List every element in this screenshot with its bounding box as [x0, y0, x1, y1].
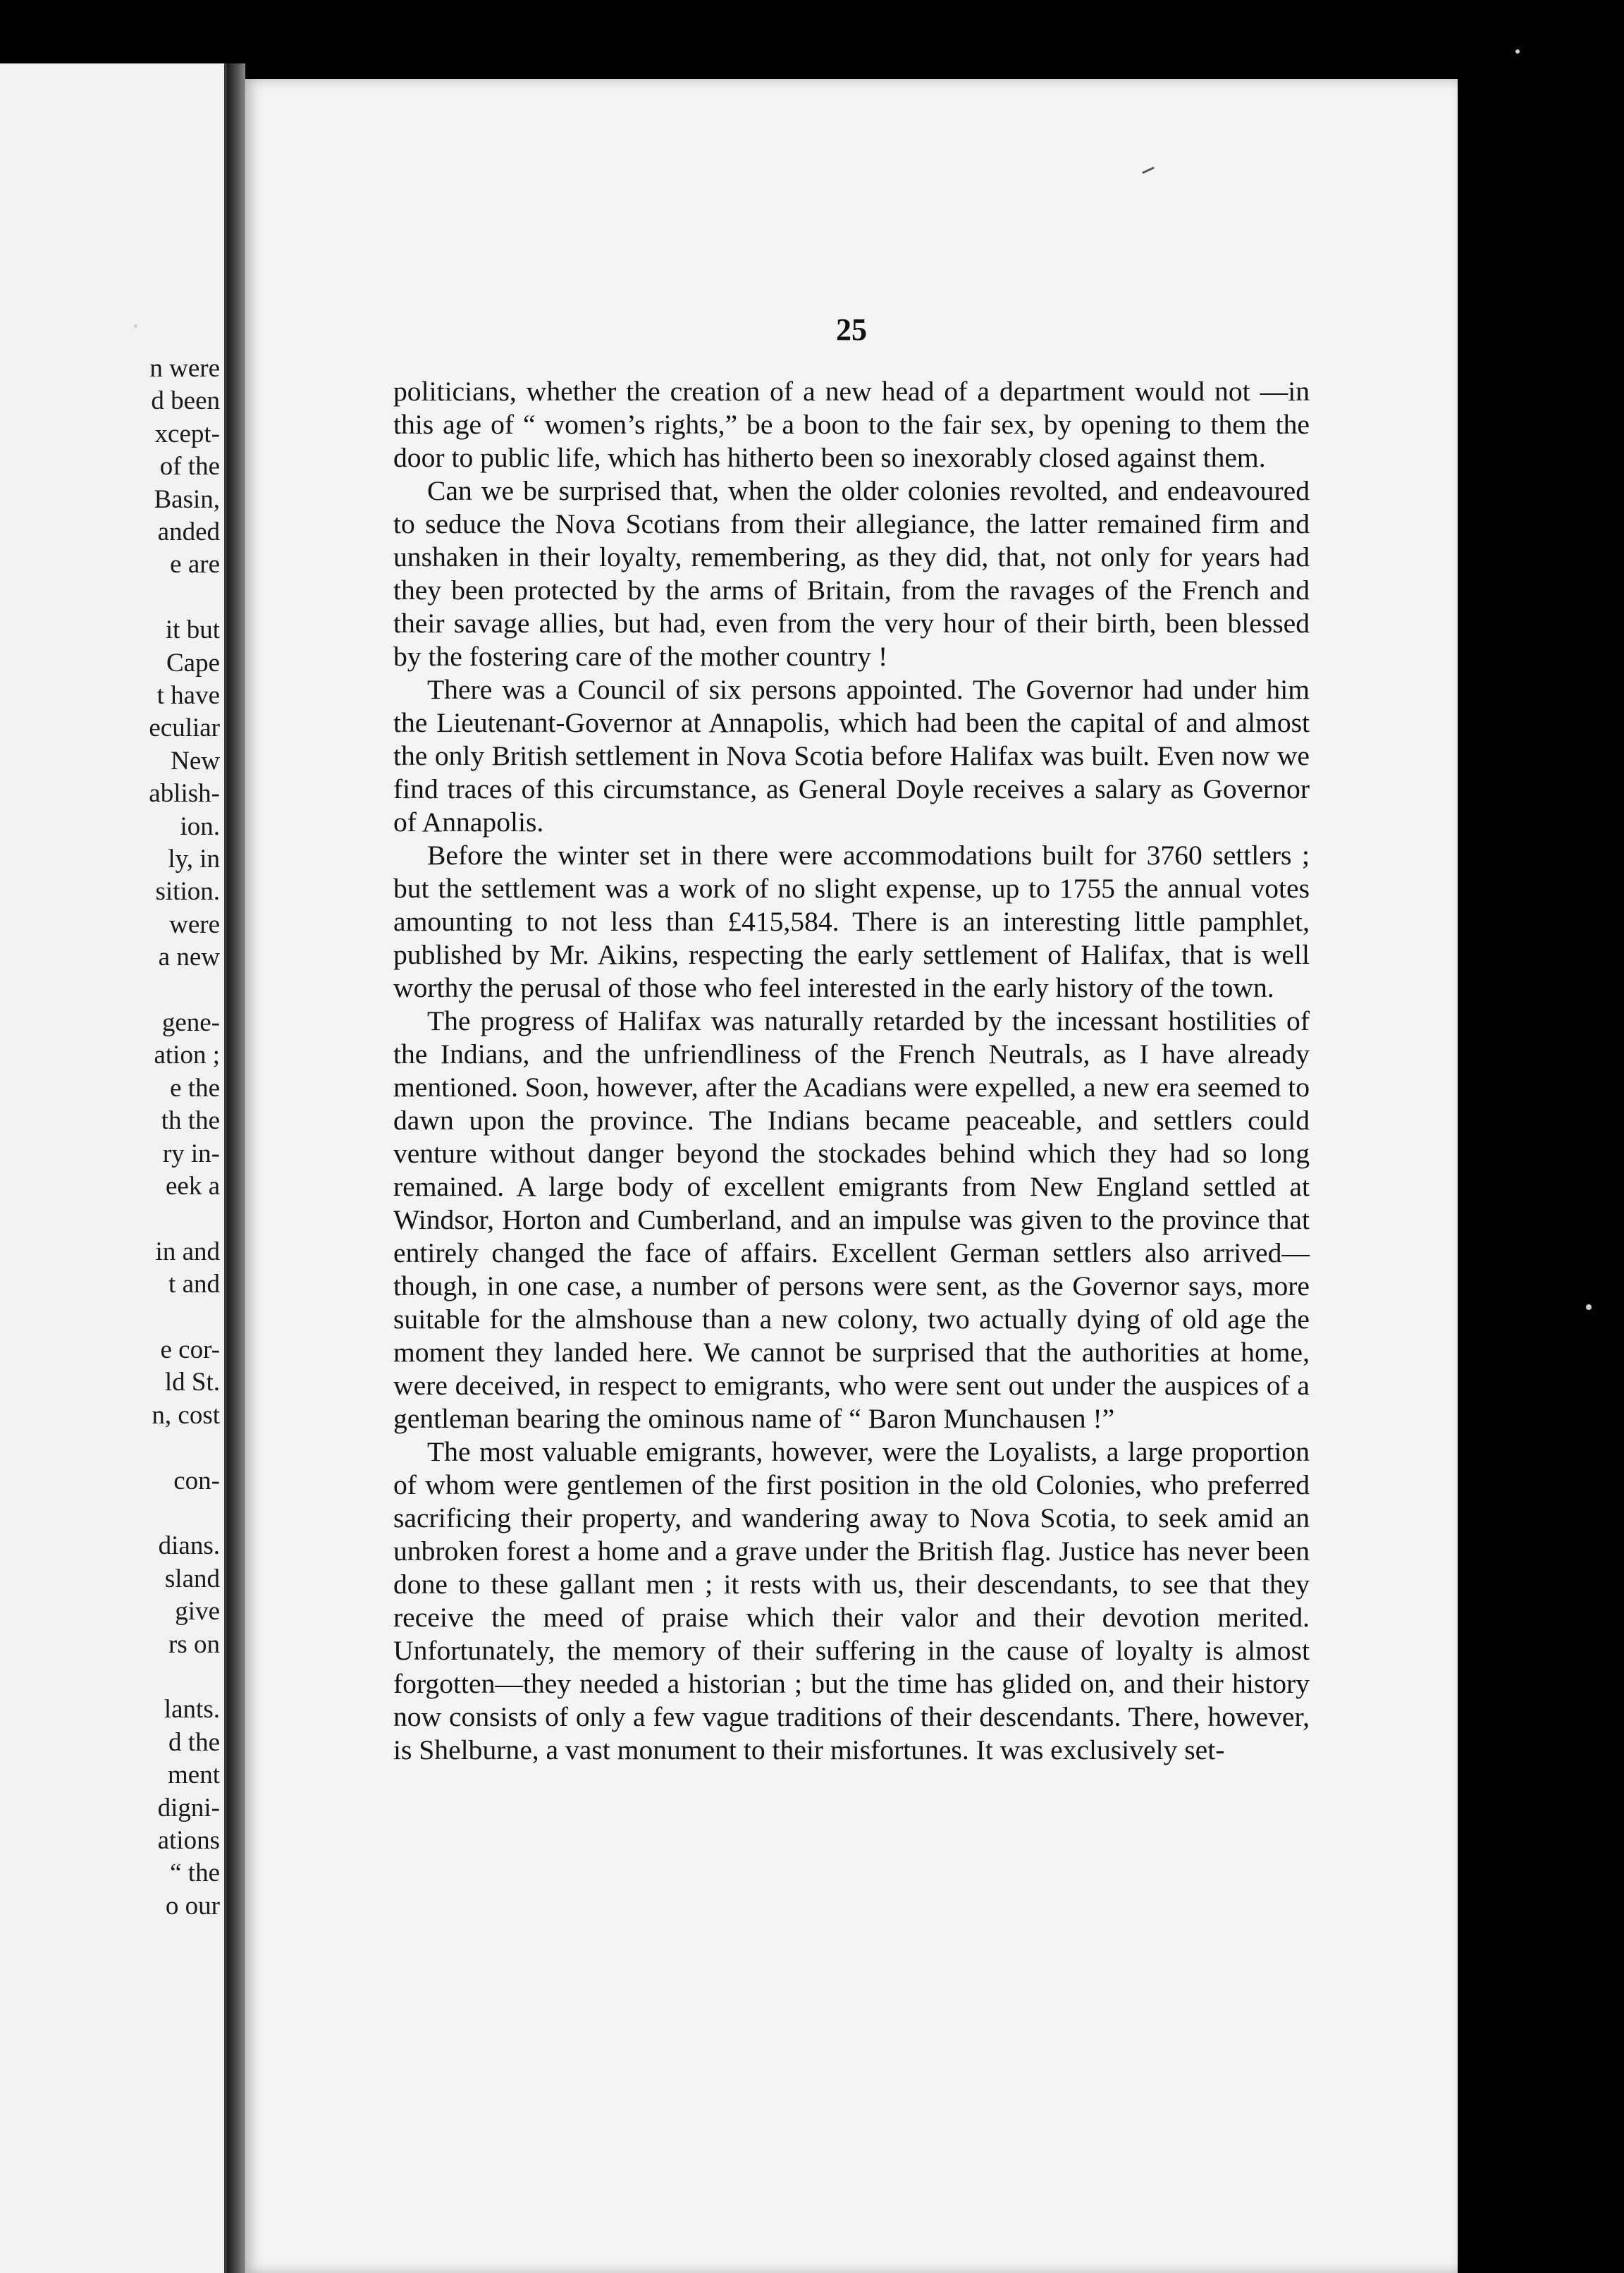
previous-page-line: in and	[155, 1237, 220, 1266]
previous-page-line: anded	[157, 517, 220, 546]
paragraph: The most valuable emigrants, however, were the Loyalists, a large proportion of whom were gentlemen of the first position in the old Colonies, who preferred sacrificing their property, and wandering away to Nova Scotia, to seek amid an unbroken forest a home and a grave under the British flag. Justice has never been done to these gallant men ; it rests with us, their descendants, to see that they receive the meed of praise which their valor and their devotion merited. Unfortunately, the memory of their suffering in the cause of loyalty is almost forgotten—they needed a historian ; but the time has glided on, and their history now consists of only a few vague traditions of their descendants. There, however, is Shelburne, a vast monument to their misfortunes. It was exclusively set-	[393, 1436, 1310, 1765]
previous-page-line: lants.	[164, 1695, 220, 1724]
paragraph: politicians, whether the creation of a new head of a department would not —in this age of “ women’s rights,” be a boon to the fair sex, by opening to them the door to public life, which has hitherto been so inexorably closed against them.	[393, 376, 1310, 473]
previous-page-line: ly, in	[168, 845, 220, 874]
previous-page-line: “ the	[170, 1858, 220, 1888]
ink-mark	[1142, 166, 1155, 173]
previous-page-line: con-	[173, 1466, 220, 1495]
dust-speck	[134, 324, 137, 328]
previous-page-line: digni-	[157, 1793, 220, 1822]
previous-page-line: n were	[149, 354, 220, 383]
previous-page-line: Basin,	[154, 484, 220, 514]
previous-page-line: gene-	[161, 1008, 220, 1037]
previous-page-line: sition.	[155, 877, 220, 907]
previous-page-line: ion.	[180, 811, 220, 841]
previous-page-line: e the	[170, 1073, 220, 1103]
previous-page-line: e cor-	[160, 1335, 220, 1364]
previous-page-line: ment	[168, 1760, 220, 1790]
previous-page-line: xcept-	[154, 419, 220, 448]
previous-page-line: eculiar	[149, 713, 220, 743]
previous-page-line: sland	[164, 1564, 220, 1593]
dust-speck	[1586, 1304, 1592, 1310]
previous-page-line: ry in-	[162, 1139, 220, 1168]
previous-page-line: d been	[151, 386, 220, 416]
previous-page-line: eek a	[165, 1172, 220, 1201]
previous-page-line: ablish-	[149, 779, 220, 809]
paragraph: There was a Council of six persons appointed. The Governor had under him the Lieutenant-Governor at Annapolis, which had been the capital of and almost the only British settlement in Nova Scotia before Halifax was built. Even now we find traces of this circumstance, as General Doyle receives a salary as Governor of Annapolis.	[393, 674, 1310, 838]
previous-page-line: th the	[161, 1106, 220, 1136]
previous-page-line: were	[169, 909, 220, 939]
previous-page-line: Cape	[166, 648, 220, 678]
previous-page-line: ations	[157, 1826, 220, 1855]
previous-page-line: a new	[158, 943, 220, 972]
previous-page-line: e are	[170, 550, 220, 580]
dust-speck	[1515, 49, 1520, 54]
previous-page-line: o our	[165, 1891, 220, 1920]
paragraph: Before the winter set in there were accommodations built for 3760 settlers ; but the settlement was a work of no slight expense, up to 1755 the annual votes amounting to not less than £415,584. There is an interesting little pamphlet, published by Mr. Aikins, respecting the early settlement of Halifax, that is well worthy the perusal of those who feel interested in the early history of the town.	[393, 840, 1310, 1003]
previous-page-line: t and	[168, 1270, 220, 1299]
previous-page-line: t have	[156, 681, 220, 710]
page-body	[393, 375, 1310, 1767]
previous-page-line: dians.	[158, 1531, 220, 1561]
previous-page-line: ation ;	[154, 1041, 220, 1070]
previous-page-line: of the	[159, 452, 220, 482]
paragraph: Can we be surprised that, when the older colonies revolted, and endeavoured to seduce the Nova Scotians from their allegiance, the latter remained firm and unshaken in their loyalty, remembering, as they did, that, not only for years had they been protected by the arms of Britain, from the ravages of the French and their savage allies, but had, even from the very hour of their birth, been blessed by the fostering care of the mother country !	[393, 475, 1310, 672]
previous-page-fragment	[0, 63, 227, 2273]
paragraph: The progress of Halifax was naturally retarded by the incessant hostilities of the Indians, and the unfriendliness of the French Neutrals, as I have already mentioned. Soon, however, after the Acadians were expelled, a new era seemed to dawn upon the province. The Indians became peaceable, and settlers could venture without danger beyond the stockades behind which they had so long remained. A large body of excellent emigrants from New England settled at Windsor, Horton and Cumberland, and an impulse was given to the province that entirely changed the face of affairs. Excellent German settlers also arrived—though, in one case, a number of persons were sent, as the Governor says, more suitable for the almshouse than a new colony, two actually dying of old age the moment they landed here. We cannot be surprised that the authorities at home, were deceived, in respect to emigrants, who were sent out under the auspices of a gentleman bearing the ominous name of “ Baron Munchausen !”	[393, 1005, 1310, 1434]
previous-page-line: ld St.	[164, 1368, 220, 1397]
page-number: 25	[836, 312, 867, 347]
previous-page-line: give	[175, 1597, 220, 1626]
book-page	[245, 79, 1458, 2273]
previous-page-line: it but	[165, 615, 220, 645]
previous-page-line: n, cost	[152, 1400, 220, 1430]
book-gutter	[227, 63, 245, 2273]
previous-page-line: rs on	[168, 1629, 220, 1659]
previous-page-line: d the	[168, 1727, 220, 1757]
previous-page-line: New	[171, 746, 220, 776]
